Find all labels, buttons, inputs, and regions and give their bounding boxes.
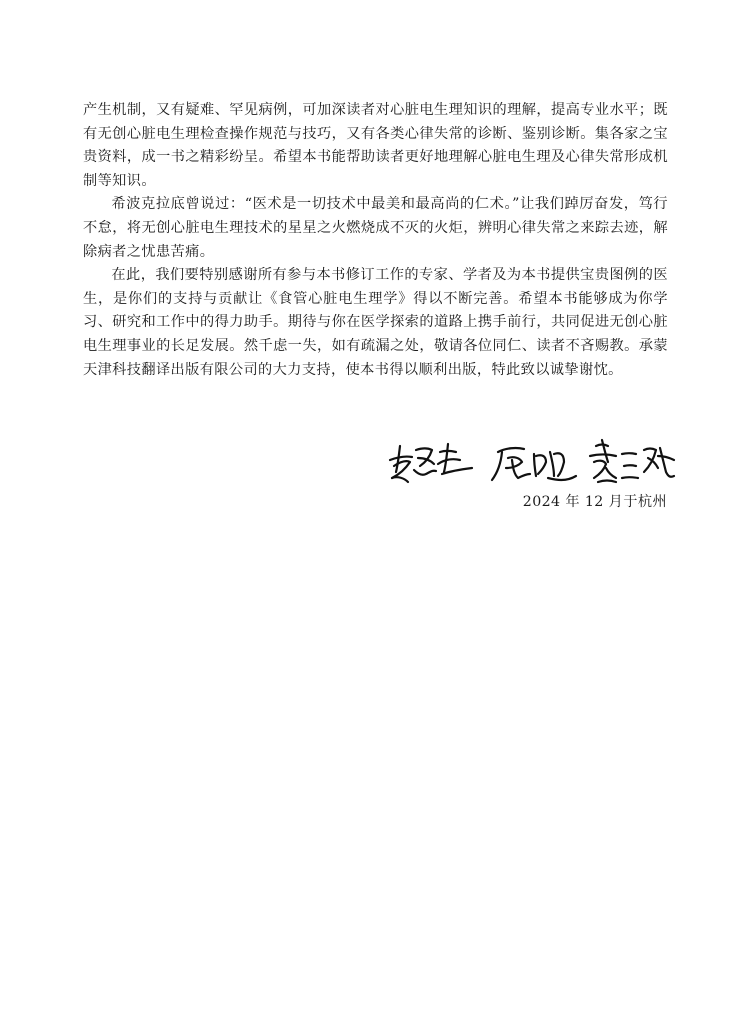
- paragraph-continuation: 产生机制，又有疑难、罕见病例，可加深读者对心脏电生理知识的理解，提高专业水平；既有无创心脏电生理检查操作规范与技巧，又有各类心律失常的诊断、鉴别诊断。集各家之宝贵资料，成一书之精彩纷呈。希望本书能帮助读者更好地理解心脏电生理及心律失常形成机制等知识。: [83, 102, 668, 189]
- preface-body: [83, 99, 668, 382]
- paragraph-hippocrates-quote: 希波克拉底曾说过：“医术是一切技术中最美和最高尚的仁术。”让我们踔厉奋发，笃行不怠，将无创心脏电生理技术的星星之火燃烧成不灭的火炬，辨明心律失常之来踪去迹，解除病者之忧患苦痛。: [83, 196, 668, 260]
- author-signatures: [384, 438, 674, 486]
- signature-author-3: [586, 438, 676, 486]
- signature-author-2: [490, 438, 578, 486]
- date-and-place: 2024 年 12 月于杭州: [522, 494, 667, 510]
- paragraph-acknowledgements: 在此，我们要特别感谢所有参与本书修订工作的专家、学者及为本书提供宝贵图例的医生，是你们的支持与贡献让《食管心脏电生理学》得以不断完善。希望本书能够成为你学习、研究和工作中的得力助手。期待与你在医学探索的道路上携手前行，共同促进无创心脏电生理事业的长足发展。然千虑一失，如有疏漏之处，敬请各位同仁、读者不吝赐教。承蒙天津科技翻译出版有限公司的大力支持，使本书得以顺利出版，特此致以诚挚谢忱。: [83, 267, 668, 378]
- signature-author-1: [384, 438, 476, 486]
